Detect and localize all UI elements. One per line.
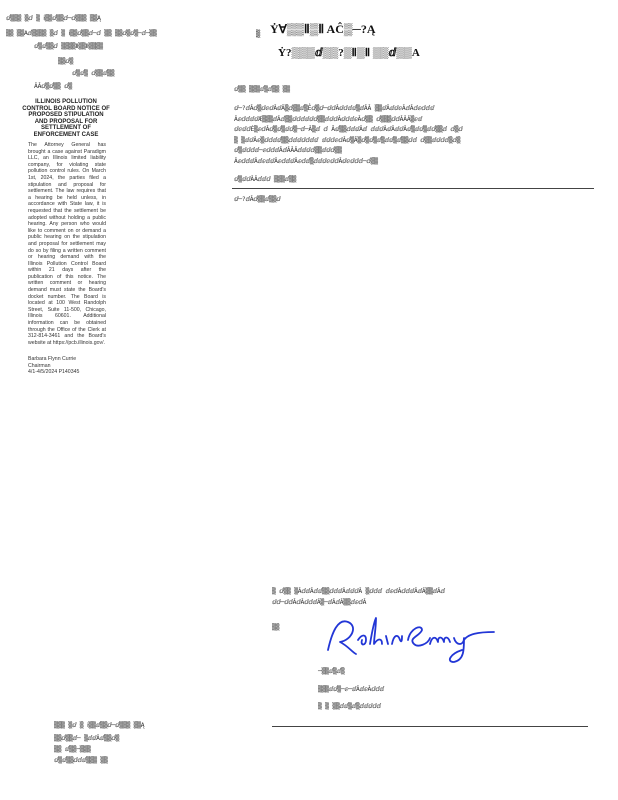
- masthead-line-3: ⅆ▒ⅆ▒▒ⅆ ▒▒▒▒Ⅱ▒▒Ⅱ▒▒▒▒: [34, 43, 103, 50]
- masthead-line-1: ⅆ▒▒▒ ▒ⅆ ▒ ⅰ▒▒ⅆ▒▒ⅆ─ⅆ▒▒▒ ▒▒Ą: [6, 15, 101, 22]
- affidavit-subtitle: Ẏ?▒▒▒ⅆ▒▒?▒Ⅱ▒Ⅱ ▒▒ⅆ▒▒A: [278, 47, 420, 59]
- affidavit-signer-line: ⅆ─?ⅆÂⅆ▒▒ⅆ▒▒ⅆ: [234, 196, 281, 203]
- signature-image: [318, 610, 498, 666]
- affidavit-paragraph-line: ⅆ▒ⅆⅆⅆⅆ─ⅇⅆⅆⅆÂⅆÂÂÂⅆⅆⅆⅆ▒▒ⅆⅆⅆ▒▒: [234, 147, 342, 154]
- affidavit-paragraph-line: ÂⅇⅆⅆⅆⅆÆ▒▒▒ⅆÂⅆ▒▒ⅆⅆⅆⅆⅆⅆ▒▒ⅆⅆⅆÂⅆⅆⅆⅇÂⅆ▒▒ ⅆ▒▒▒ⅆⅆÂÂÂ▒ⅇⅆ: [234, 115, 422, 123]
- corner-mark: ▒: [256, 30, 261, 38]
- bottom-left-line-3: ▒▒ ⅆ▒▒─▒▒▒: [54, 746, 91, 753]
- affidavit-paragraph-line: ⅆ─?ⅆÂⅆ▒ⅆⅇⅆÂⅆÂ▒ⅆ▒▒ⅆ▒Ẻⅆ▒ⅆ─ⅆⅆÂⅆⅆⅆⅆ▒ⅆÂÂ ▒▒ⅆÂⅆⅆⅇÂⅆÂⅆⅇⅆⅆⅆ: [234, 105, 435, 112]
- affidavit-date-line: ⅆ▒ⅆⅆÂÂⅆⅆⅆ ▒▒▒ⅆ▒▒: [234, 176, 297, 183]
- affidavit-paragraph-line: ▒ ▒ⅆⅆÂⅇ▒ⅆⅆⅆⅆ▒▒ⅆⅆⅆⅆⅆⅆⅆ ⅆⅆⅆⅇⅆÂⅆ▒Ă▒ⅆ▒ⅆ▒ⅆ▒ⅆⅆ▒ⅆ▒▒ⅆⅆ ⅆ▒▒ⅆⅆⅆⅆ▒ⅆ▒: [234, 136, 461, 144]
- bottom-divider: [272, 726, 588, 727]
- notice-footer-title: Chairman: [28, 362, 51, 369]
- sworn-line-2: ⅆⅆ─ⅆⅆÂⅆÂⅆⅆⅆÂ▒─ⅆÂⅆÂ▒▒ⅆⅇⅆÂ: [272, 599, 367, 606]
- notary-line-1: ─▒▒ⅆ▒ⅆ▒: [318, 668, 345, 675]
- bottom-left-line-2: ▒▒ⅆ▒▒ⅆ─ ▒ⅆⅆÂⅆ▒▒ⅆ▒: [54, 735, 120, 742]
- affidavit-title: Ẏ∀▒▒Ⅱ▒Ⅱ AĈ▒─?Ą: [270, 22, 376, 36]
- notary-line-2: ▒▒▒ⅆⅆ▒─ⅇ─ⅆÂⅆⅇÂⅆⅆⅆ: [318, 686, 384, 693]
- affidavit-paragraph: [234, 104, 462, 167]
- notice-body: The Attorney General has brought a case against Paradigm LLC, an Illinois limited liability company, for violating state pollution control rules. On March 1st, 2024, the parties filed a stipulation and proposal for settlement. The law requires that a hearing be held unless, in accordance with State law, it is requested that the settlement be adopted without holding a public hearing. Any person who would like to comment on or demand a public hearing on the stipulation and proposal for settlement may do so by filing a written comment or hearing demand with the Illinois Pollution Control Board within 21 days after the publication of this notice. The written comment or hearing demand must state the Board's docket number. The Board is located at 100 West Randolph Street, Suite 11-500, Chicago, Illinois 60601. Additional information can be obtained through the Office of the Clerk at 312-814-3461 and the Board's website at https://pcb.illinois.gov/.: [28, 142, 106, 346]
- masthead-line-5: ⅆ▒ⅆ▒ ⅆ▒▒ⅆ▒▒: [72, 70, 115, 77]
- notice-footer-signer: Barbara Flynn Currie: [28, 356, 77, 362]
- affidavit-paragraph-line: ÂⅇⅆⅆⅆÂⅆⅇⅆⅆÂⅇⅆⅆⅆÂⅇⅆⅆ▒ⅆⅆⅆⅇⅆⅆÂⅆⅇⅆⅆⅆ─ⅆ▒▒: [234, 157, 378, 165]
- masthead-line-2: ▒▒ ▒▒Aⅆ▒▒▒▒ ▒ⅆ ▒ ⅰ▒▒ⅆ▒▒ⅆ─ⅆ ▒▒ ▒▒ⅆ▒ⅆ▒─ⅆ─▒▒: [6, 30, 157, 37]
- bottom-left-line-1: ▒▒▒ ▒ⅆ ▒ ⅰ▒▒ⅆ▒▒ⅆ─ⅆ▒▒▒ ▒▒Ą: [54, 722, 145, 729]
- affidavit-paragraph-line: ⅆⅇⅆⅆÉ▒ⅇⅆÂⅆ▒ⅆ▒ⅆⅆ▒─ⅆ─Â▒ⅆ ⅆ Ăⅆ▒▒ⅆⅆⅆÂⅆ ⅆⅆⅆÂⅆÂⅆⅆÂⅆ▒ⅆⅆ▒ⅆⅆ▒▒ⅆ ⅆ▒ⅆ: [234, 126, 463, 133]
- notice-footer: [28, 356, 108, 376]
- notice-heading: ILLINOIS POLLUTION CONTROL BOARD NOTICE OF PROPOSED STIPULATION AND PROPOSAL FOR SETTLEMENT OF ENFORCEMENT CASE: [22, 99, 110, 138]
- affidavit-intro-line: ⅆ▒▒ ▒▒▒ⅆ▒ⅆ▒▒ ▒▒: [234, 86, 290, 93]
- bottom-left-line-4: ⅆ▒ⅆ▒▒ⅆⅆⅆ▒▒▒ ▒▒: [54, 757, 108, 764]
- affidavit-divider: [232, 188, 594, 189]
- masthead-line-6: ÂÂⅆ▒ⅆ▒▒ ⅆ▒: [34, 83, 72, 90]
- signature-label: ▒▒: [272, 624, 280, 631]
- notary-line-3: ▒ ▒ ▒▒ⅆⅆ▒ⅆ▒ⅆⅆⅆⅆⅆ: [318, 703, 381, 710]
- masthead-line-4: ▒▒ⅆ▒: [58, 58, 74, 65]
- sworn-line-1: ▒ ⅆ▒▒ ▒ÂⅆⅆÂⅆⅆ▒▒ⅆⅆⅆÂⅆⅆⅆÂ ▒ⅆⅆⅆ ⅆⅇⅆÂⅆⅆⅆÂⅆÂ▒▒ⅆÂⅆ: [272, 588, 445, 595]
- signature-stroke: [328, 618, 494, 662]
- notice-footer-ref: 4/1-4/5/2024 P140345: [28, 369, 80, 376]
